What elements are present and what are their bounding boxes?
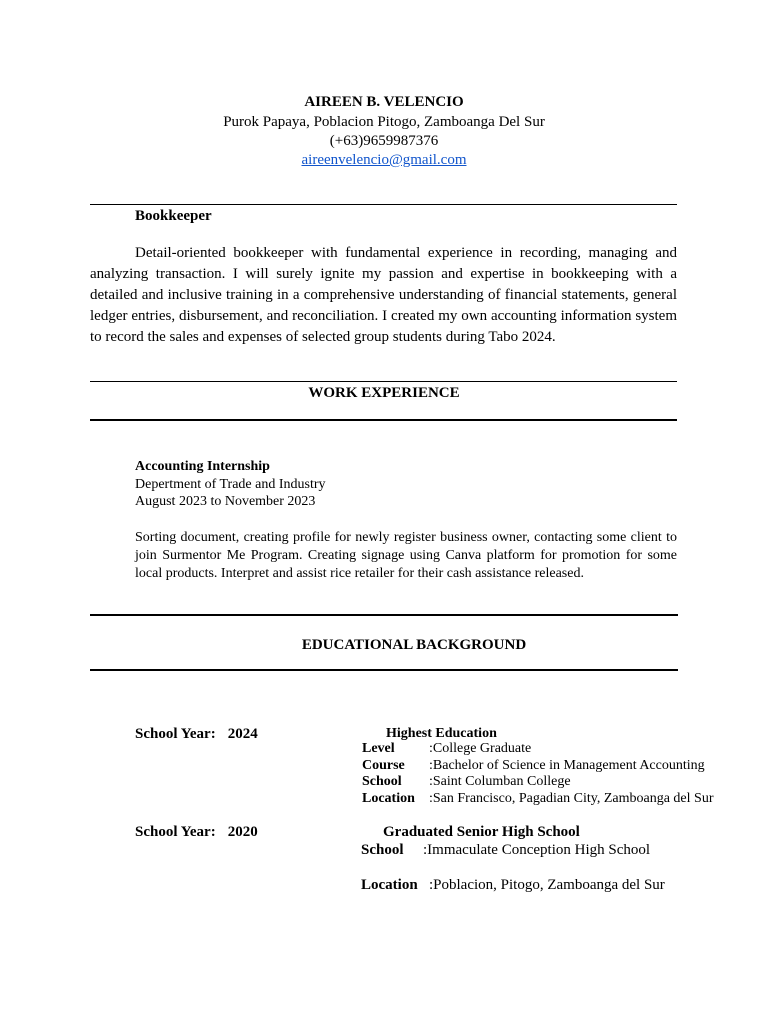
applicant-email-link[interactable]: aireenvelencio@gmail.com [301,152,467,168]
education-entry-heading: Graduated Senior High School [383,824,580,840]
field-label: Course [362,758,405,773]
education-field-row [362,758,705,774]
field-value: :Bachelor of Science in Management Accounting [429,758,705,773]
education-heading: EDUCATIONAL BACKGROUND [301,637,527,653]
experience-dates: August 2023 to November 2023 [135,494,316,509]
divider [90,381,677,382]
field-label: Location [361,877,418,893]
field-value: :Saint Columban College [429,774,571,789]
school-year-entry [135,824,258,841]
divider [90,204,677,205]
school-year-label: School Year: [135,726,216,742]
experience-role: Accounting Internship [135,459,270,474]
education-field-row [362,774,571,790]
experience-description: Sorting document, creating profile for newly register business owner, contacting some client to join Surmentor Me Program. Creating signage using Canva platform for promotion for some local products. Interpret and assist rice retailer for their cash assistance released. [135,530,677,581]
education-entry-heading: Highest Education [386,726,497,741]
applicant-phone: (+63)9659987376 [329,133,439,149]
job-title: Bookkeeper [135,208,212,224]
field-value: :Immaculate Conception High School [423,842,651,858]
school-year-label: School Year: [135,824,216,840]
school-year-value: 2020 [227,824,258,840]
work-experience-heading: WORK EXPERIENCE [308,385,460,401]
education-field-row [361,842,650,859]
school-year-entry [135,726,258,743]
field-label: School [362,774,402,789]
divider [90,419,677,421]
summary-paragraph: Detail-oriented bookkeeper with fundamental experience in recording, managing and analyzing transaction. I will surely ignite my passion and expertise in bookkeeping with a detailed and inclusive training in a comprehensive understanding of financial statements, general ledger entries, disbursement, and reconciliation. I created my own accounting information system to record the sales and expenses of selected group students during Tabo 2024. [90,245,677,345]
divider [90,669,678,671]
education-field-row [362,741,531,757]
field-label: Location [362,791,415,806]
field-label: Level [362,741,395,756]
applicant-name: AIREEN B. VELENCIO [304,94,464,110]
field-label: School [361,842,404,858]
school-year-value: 2024 [227,726,258,742]
applicant-address: Purok Papaya, Poblacion Pitogo, Zamboanga Del Sur [223,114,545,130]
education-field-row [361,877,665,894]
education-field-row [362,791,713,807]
field-value: :College Graduate [429,741,532,756]
field-value: :Poblacion, Pitogo, Zamboanga del Sur [429,877,665,893]
field-value: :San Francisco, Pagadian City, Zamboanga del Sur [429,791,714,806]
divider [90,614,678,616]
experience-organization: Depertment of Trade and Industry [135,477,326,492]
